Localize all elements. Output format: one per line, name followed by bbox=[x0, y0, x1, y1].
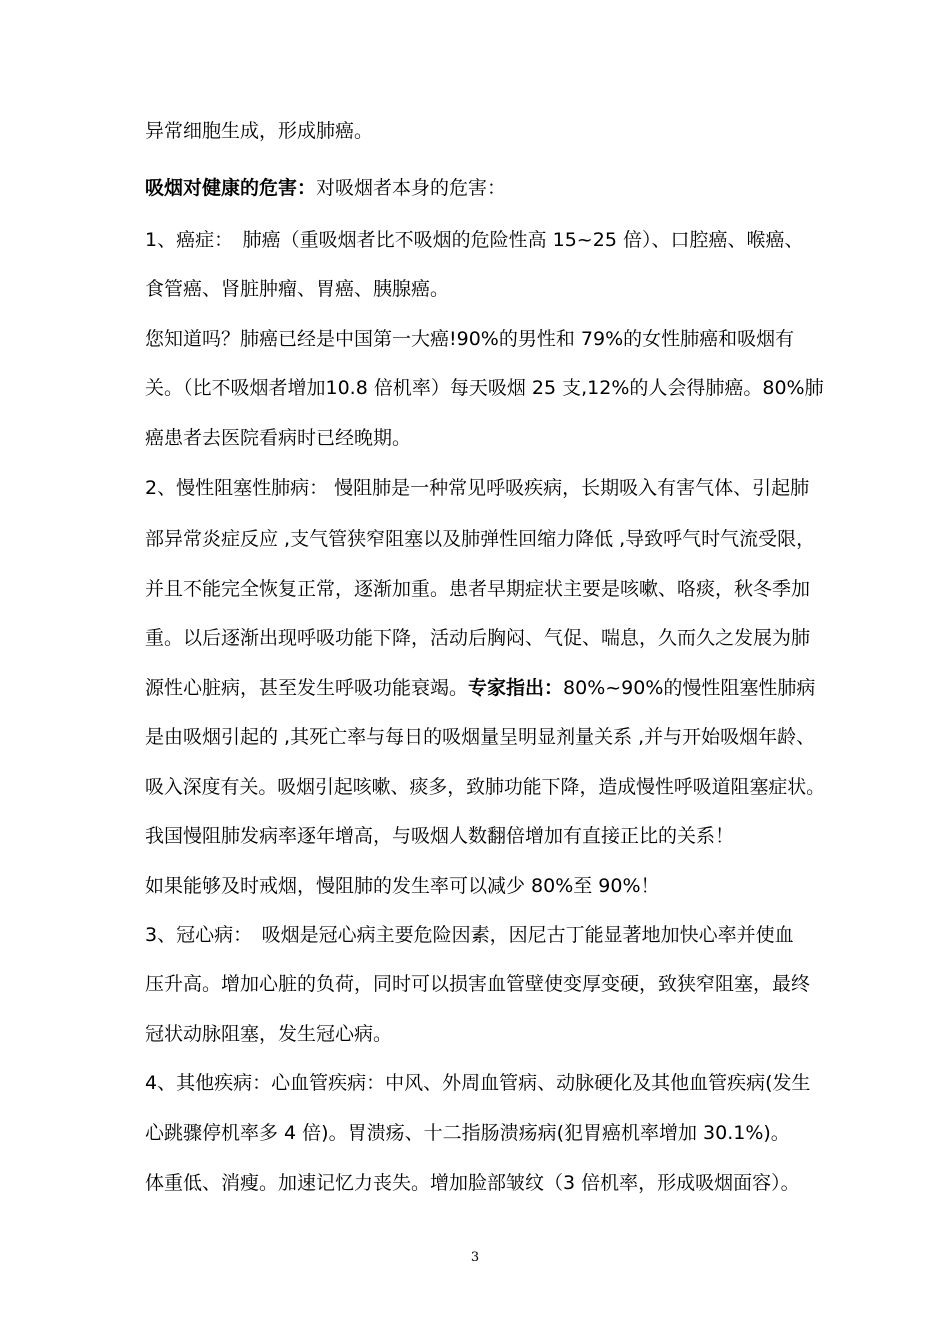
text-line: 是由吸烟引起的 ,其死亡率与每日的吸烟量呈明显剂量关系 ,并与开始吸烟年龄、 bbox=[145, 726, 816, 748]
bold-heading: 吸烟对健康的危害： bbox=[145, 177, 317, 199]
text-line: 如果能够及时戒烟，慢阻肺的发生率可以减少 80%至 90%！ bbox=[145, 875, 660, 897]
text-line: 体重低、消瘦。加速记忆力丧失。增加脸部皱纹（3 倍机率，形成吸烟面容）。 bbox=[145, 1172, 800, 1194]
text-line: 4、其他疾病：心血管疾病：中风、外周血管病、动脉硬化及其他血管疾病(发生 bbox=[145, 1072, 811, 1094]
text-line: 3、冠心病： 吸烟是冠心病主要危险因素，因尼古丁能显著地加快心率并使血 bbox=[145, 924, 794, 946]
text-line: 压升高。增加心脏的负荷，同时可以损害血管壁使变厚变硬，致狭窄阻塞，最终 bbox=[145, 973, 811, 995]
text-line: 心跳骤停机率多 4 倍)。胃溃疡、十二指肠溃疡病(犯胃癌机率增加 30.1%)。 bbox=[145, 1122, 790, 1144]
text-line: 异常细胞生成，形成肺癌。 bbox=[145, 120, 374, 142]
text-line-expert bbox=[145, 676, 825, 700]
text-line: 我国慢阻肺发病率逐年增高，与吸烟人数翻倍增加有直接正比的关系！ bbox=[145, 825, 735, 847]
text-line: 食管癌、肾脏肿瘤、胃癌、胰腺癌。 bbox=[145, 278, 450, 300]
text-line: 癌患者去医院看病时已经晚期。 bbox=[145, 427, 412, 449]
text-line: 部异常炎症反应 ,支气管狭窄阻塞以及肺弹性回缩力降低 ,导致呼气时气流受限， bbox=[145, 528, 816, 550]
text-line: 冠状动脉阻塞，发生冠心病。 bbox=[145, 1023, 393, 1045]
text-line: 您知道吗？肺癌已经是中国第一大癌!90%的男性和 79%的女性肺癌和吸烟有 bbox=[145, 328, 795, 350]
page-number: 3 bbox=[470, 1250, 480, 1265]
expert-label: 专家指出： bbox=[468, 677, 564, 699]
heading-text: 对吸烟者本身的危害： bbox=[316, 177, 507, 199]
text-line: 2、慢性阻塞性肺病： 慢阻肺是一种常见呼吸疾病，长期吸入有害气体、引起肺 bbox=[145, 477, 810, 499]
text-line: 1、癌症： 肺癌（重吸烟者比不吸烟的危险性高 15~25 倍）、口腔癌、喉癌、 bbox=[145, 229, 804, 251]
text-line: 吸入深度有关。吸烟引起咳嗽、痰多，致肺功能下降，造成慢性呼吸道阻塞症状。 bbox=[145, 776, 826, 798]
section-heading-line bbox=[145, 176, 825, 200]
line-text: 源性心脏病，甚至发生呼吸功能衰竭。 bbox=[145, 677, 469, 699]
text-line: 重。以后逐渐出现呼吸功能下降，活动后胸闷、气促、喘息，久而久之发展为肺 bbox=[145, 627, 811, 649]
text-line: 关。（比不吸烟者增加10.8 倍机率）每天吸烟 25 支,12%的人会得肺癌。80%肺 bbox=[145, 377, 824, 399]
line-tail: 80%~90%的慢性阻塞性肺病 bbox=[563, 677, 816, 699]
text-line: 并且不能完全恢复正常，逐渐加重。患者早期症状主要是咳嗽、咯痰，秋冬季加 bbox=[145, 578, 811, 600]
